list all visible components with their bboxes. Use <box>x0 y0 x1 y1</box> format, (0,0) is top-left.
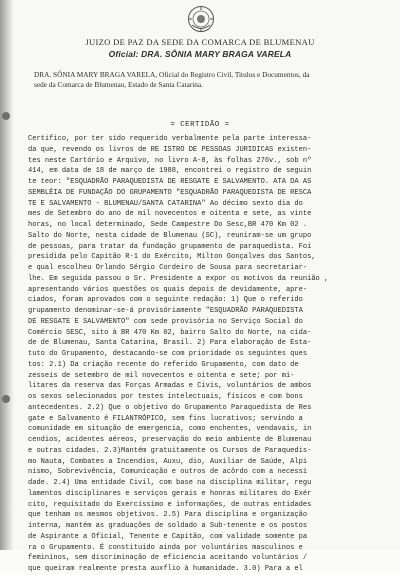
body-line <box>28 166 380 177</box>
body-line <box>28 188 380 199</box>
body-line-text: zesseis de setembro de mil novecentos e oitenta e sete; por mi- <box>28 371 295 380</box>
body-line-text: tes neste Cartório e Arquivo, no livro A-8, às folhas 276v., sob nº <box>28 156 312 165</box>
body-line <box>28 274 380 285</box>
body-line-text: mes de Setembro do ano de mil novecentos e oitenta e sete, as vinte <box>28 210 312 219</box>
body-line-text: que queiram realmente presta auxflio à humanidade. 3.0) Para a el <box>28 565 303 573</box>
body-line-text: horas, no local determinado, Sede Campestre Do Sesc,BR 470 Km 02 . <box>28 221 308 229</box>
body-line-text: femininos, sem discriminação de eficiencia aceitando voluntários / <box>28 554 308 563</box>
body-line-text: SEMBLÉIA DE FUNDAÇÃO DO GRUPAMENTO "ESQUADRÃO PARAQUEDISTA DE RESCA <box>28 188 312 197</box>
body-line <box>28 349 380 360</box>
body-line-text: presidida pelo Capitão R-1 do Exército, Milton Gonçalves dos Santos, <box>28 253 316 262</box>
body-line-text: te teor: "ESQUADRÃO PARAQUEDISTA DE RESGATE E SALVAMENTO. ATA DA AS <box>28 178 312 186</box>
body-line <box>28 489 380 500</box>
body-line-text: tuto do Grupamento, destacando-se com prioridade os seguintes ques <box>28 350 308 358</box>
body-line-text: comunidade em situação de emergencia, como enchentes, vendavais, in <box>28 425 312 434</box>
body-line <box>28 134 380 145</box>
body-line-text: dade. 2.4) Uma entidade Civil, com base na disciplina militar, regu <box>28 479 312 487</box>
body-line <box>28 252 380 263</box>
intro-paragraph <box>34 70 374 90</box>
body-line <box>28 500 380 511</box>
certidao-title: = CERTIDÃO = <box>170 121 230 129</box>
body-line-text: Comércio SESC, sito à BR 470 Km 02, bairro Salto do Norte, na cida- <box>28 328 312 337</box>
body-line-text: ra o Grupamento. É constituído ainda por voluntários masculinos e <box>28 543 303 552</box>
body-line-text: TE E SALVAMENTO - BLUMENAU/SANTA CATARINA" Ao décimo sexto dia do <box>28 199 303 208</box>
body-line-text: de pessoas, para tratar da fundação grupamento de paraquedista. Foi <box>28 242 312 251</box>
body-line <box>28 414 380 425</box>
intro-line: sede da Comarca de Blumenau, Estado de Santa Catarina. <box>34 80 203 89</box>
body-line <box>28 199 380 210</box>
body-line <box>28 446 380 457</box>
body-line-text: mo Nauta, Combates a Incendios, Auxu, dio, Auxiliar de Saúde, Alpi <box>28 457 308 466</box>
court-heading: JUIZO DE PAZ DA SEDE DA COMARCA DE BLUMENAU <box>85 37 315 47</box>
body-line-text: que tenham os mesmos objetivos. 2.5) Para disciplina e organização <box>28 511 308 520</box>
body-line <box>28 435 380 446</box>
intro-line: DRA. SÔNIA MARY BRAGA VARELA, Oficial do Registro Civil, Titulos e Documentos, da <box>34 70 310 79</box>
body-line-text: ciados, foram aprovados com o seguinte redação: 1) Que o referido <box>28 296 303 305</box>
punch-hole <box>2 112 10 120</box>
body-line <box>28 209 380 220</box>
body-line-text: 414, em data de 18 de março de 1988, encontrei o registro de seguin <box>28 167 312 176</box>
body-line <box>28 306 380 317</box>
body-line-text: gate e Salvamento é FILANTRÓPICO, sem fins lucrativos; servindo a <box>28 414 303 423</box>
punch-hole <box>2 395 10 403</box>
body-line-text: nismo, Sobrevivência, Comunicação e outros de acôrdo com a necessi <box>28 468 308 477</box>
body-line-text: Salto do Norte, nesta cidade de Blumenau (SC), reuniram-se um grupo <box>28 231 312 240</box>
body-line <box>28 177 380 188</box>
body-line <box>28 564 380 575</box>
body-line-text: lhe. Em seguida passou o Sr. Presidente a expor os motivos da reunião , <box>28 274 329 283</box>
body-line-text: apresentando vários questões os quais depois de devidamente, apre- <box>28 285 308 294</box>
body-line <box>28 553 380 564</box>
body-line-text: e qual escolheu Orlando Sérgio Cordeiro de Sousa para secretariar- <box>28 264 308 272</box>
body-line-text: Certifico, por ter sido requerido verbalmente pela parte interessa- <box>28 135 312 143</box>
body-line-text: DE RESGATE E SALVAMENTO" com sede provisória no Serviço Social do <box>28 317 303 326</box>
body-line <box>28 263 380 274</box>
body-line <box>28 242 380 253</box>
body-line-text: lamentos disciplinares e serviços gerais e honras militares do Exér <box>28 489 312 498</box>
body-line-text: tos: 2.1) Da criação recente do referido Grupamento, com dato de <box>28 360 299 369</box>
page-left-edge <box>0 0 14 550</box>
body-line <box>28 478 380 489</box>
body-line <box>28 231 380 242</box>
body-line <box>28 317 380 328</box>
official-name: Oficial: DRA. SÔNIA MARY BRAGA VARELA <box>108 49 292 59</box>
body-line-text: grupamento denominar-se-á provisóriamente "ESQUADRÃO PARAQUEDISTA <box>28 307 303 315</box>
body-line <box>28 532 380 543</box>
body-line-text: de de Blumenau, Santa Catarina, Brasil. 2) Para elaboração de Esta- <box>28 339 312 348</box>
body-line <box>28 338 380 349</box>
body-line <box>28 381 380 392</box>
body-line <box>28 156 380 167</box>
body-line <box>28 295 380 306</box>
body-line <box>28 467 380 478</box>
body-line-text: litares da reserva das Forças Armadas e Civis, voluntários de ambos <box>28 382 312 391</box>
body-line <box>28 457 380 468</box>
body-line-text: antecedentes. 2.2) Que o objetivo do Grupamento Paraquedista de Res <box>28 403 312 412</box>
body-line <box>28 521 380 532</box>
certificate-body <box>28 134 380 575</box>
body-line-text: da que, revendo os livros de RE ISTRO DE PESSOAS JURIDICAS existen- <box>28 145 312 154</box>
body-line <box>28 328 380 339</box>
body-line <box>28 371 380 382</box>
body-line <box>28 220 380 231</box>
body-line-text: os sexos selecionados por testes intelectuais, físicos e com bons <box>28 393 303 401</box>
body-line <box>28 145 380 156</box>
body-line <box>28 424 380 435</box>
body-line <box>28 510 380 521</box>
body-line <box>28 285 380 296</box>
body-line <box>28 392 380 403</box>
body-line <box>28 360 380 371</box>
coat-of-arms-seal <box>187 5 215 33</box>
body-line-text: cendios, acidentes aéreos, preservação do meio ambiente de Blumenau <box>28 436 312 444</box>
body-line-text: cito, requisitado do Exercíssimo e informações, de outras entidades <box>28 500 312 509</box>
body-line <box>28 403 380 414</box>
body-line-text: de Aspirante a Oficial, Tenente e Capitão, com validade somente pa <box>28 532 308 541</box>
body-line-text: e outras cidades. 2.3)Mantém gratuitamente os Cursos de Paraquedis- <box>28 446 312 455</box>
body-line <box>28 543 380 554</box>
body-line-text: interna, mantém as graduações de soldado a Sub-tenente e os postos <box>28 522 308 530</box>
